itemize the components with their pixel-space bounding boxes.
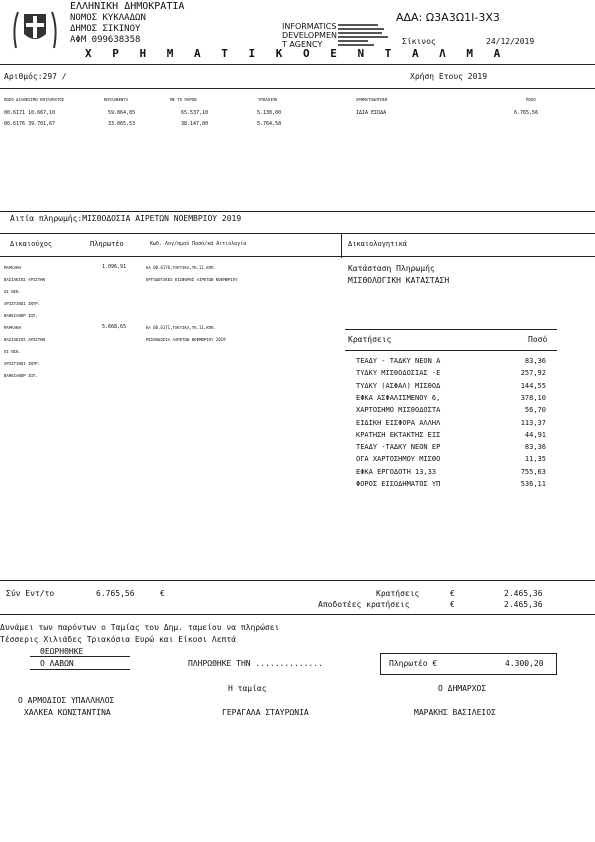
document-date: 24/12/2019 [486,37,535,46]
receiver-label: Ο ΛΑΒΩΝ [40,659,74,668]
entry-account: ΚΑ 00.6171,ΤΑΚΤΙΚΑ,ΤΚ,11,ΚΠΠ. [146,325,216,330]
deduction-label: ΤΕΑΔΥ - ΤΑΔΚΥ ΝΕΟΝ Α [356,357,441,365]
ada-code: ΑΔΑ: Ω3Α3Ω1Ι-3Χ3 [396,11,500,24]
document-title: Χ Ρ Η Μ Α Τ Ι Κ Ο Ε Ν Τ Α Λ Μ Α [85,47,508,60]
treasurer-title: Η ταμίας [228,684,267,693]
table-cell: 65.537,10 [181,110,209,116]
euro-sign: € [450,589,455,598]
deduction-amount: 83,36 [524,357,546,365]
deduction-label: ΤΕΑΔΥ -ΤΑΔΚΥ ΝΕΟΝ ΕΡ [356,443,441,452]
greek-emblem-icon [10,4,60,52]
total-value: 6.765,56 [96,589,135,598]
deduction-label: ΦΟΡΟΣ ΕΙΣΟΔΗΜΑΤΟΣ ΥΠ [356,480,441,488]
table-cell: 59.864,05 [108,110,136,116]
deduction-label: ΤΥΔΚΥ (ΑΣΦΑΛ) ΜΙΣΘΟΔ [356,381,441,390]
documents-column-header: Δικαιολογητικά [348,240,408,248]
document-item: Κατάσταση Πληρωμής [348,264,435,273]
deductions-total-label: Κρατήσεις [376,589,420,598]
table-cell: 33.065,53 [108,121,136,127]
column-header: ΕΝΤΑΛΘΕΝΤΑ [104,97,129,102]
entry-description: ΜΙΣΘΟΔΟΣΙΑ ΑΙΡΕΤΩΝ ΝΟΕΜΒΡΙΟΥ 2019 [146,337,226,342]
mandate-number: Αριθμός:297 / [4,72,67,81]
place-label: Σίκινος [402,37,436,46]
amount-in-words: Τέσσερις Χιλιάδες Τριακόσια Ευρώ και Είκοσι Λεπτά [0,635,237,644]
entry-amount: 5.668,65 [102,324,127,330]
fiscal-year: Χρήση Ετους 2019 [410,72,488,81]
deduction-label: ΕΦΚΑ ΕΡΓΟΔΟΤΗ 13,33 [356,467,437,476]
entry-account: ΚΑ 00.6176,ΤΑΚΤΙΚΑ,ΤΚ,11,ΚΠΠ. [146,265,216,270]
deduction-label: ΧΑΡΤΟΣΗΜΟ ΜΙΣΘΟΔΟΣΤΑ [356,406,441,415]
payable-column-header: Πληρωτέο [90,240,124,248]
deduction-amount: 113,37 [520,418,546,427]
payment-cause: Αιτία πληρωμής:ΜΙΣΘΟΔΟΣΙΑ ΑΙΡΕΤΩΝ ΝΟΕΜΒΡΙΟΥ 2019 [10,214,242,223]
payable-value: 4.300,20 [505,659,544,668]
software-logo: INFORMATICS DEVELOPMEN T AGENCY [282,22,337,49]
total-label: Σύν Εντ/το [6,589,55,598]
deduction-amount: 44,91 [524,430,546,439]
euro-sign: € [450,600,455,609]
beneficiary-name: ΒΑΣΙΛΕΙΟΣ ΑΡΙΣΤΗΝ [4,277,45,282]
table-cell: 6.765,56 [514,110,539,116]
table-cell: 00.6176 39.701,67 [4,121,56,127]
deduction-amount: 144,55 [520,381,546,390]
payable-label: Πληρωτέο € [389,659,438,668]
deductions-header: Κρατήσεις [348,335,392,344]
table-cell: 5.130,00 [257,110,282,116]
deduction-label: ΕΙΔΙΚΗ ΕΙΣΦΟΡΑ ΑΛΛΗΛ [356,418,441,427]
deduction-label: ΚΡΑΤΗΣΗ ΕΚΤΑΚΤΗΣ ΕΙΣ [356,430,441,439]
table-cell: 38.147,00 [181,121,209,127]
mayor-name: ΜΑΡΑΚΗΣ ΒΑΣΙΛΕΙΟΣ [414,708,496,717]
deduction-amount: 378,10 [520,393,546,402]
beneficiary-name: ΒΑΘΕΙΑΝΟΡ ΙΩΤ. [4,313,38,318]
deduction-amount: 11,35 [524,455,546,464]
deduction-amount: 536,11 [520,480,546,488]
table-cell: 00.6171 10.667,10 [4,110,56,116]
officer-name: ΧΑΛΚΕΑ ΚΩΝΣΤΑΝΤΙΝΑ [24,708,111,717]
beneficiary-name: ΜΑΡΚΑΚΗ [4,325,21,330]
country-name: ΕΛΛΗΝΙΚΗ ΔΗΜΟΚΡΑΤΙΑ [70,1,185,12]
entry-description: ΕΡΓΟΔΟΤΙΚΕΣ ΕΙΣΦΟΡΕΣ ΑΙΡΕΤΩΝ ΝΟΕΜΒΡΙΟΥ [146,277,238,282]
table-cell: ΙΔΙΑ ΕΣΟΔΑ [356,110,387,116]
beneficiary-name: ΟΙ ΝΙΚ. [4,349,21,354]
entry-amount: 1.096,91 [102,264,127,270]
prefecture: ΝΟΜΟΣ ΚΥΚΛΑΔΩΝ [70,13,146,23]
paid-date-label: ΠΛΗΡΩΘΗΚΕ ΤΗΝ .............. [188,659,323,668]
column-header: ΧΡΗΜΑΤΟΔΟΤΗΣΗ [356,97,388,102]
beneficiary-name: ΜΑΡΚΑΚΗ [4,265,21,270]
beneficiary-name: ΒΑΣΙΛΕΙΟΣ ΑΡΙΣΤΗΝ [4,337,45,342]
payment-instruction: Δυνάμει των παρόντων ο Ταμίας του Δημ. ταμείου να πληρώσει [0,623,280,632]
column-header: ΜΕ ΤΟ ΠΑΡΟΝ [170,97,197,102]
deduction-label: ΟΓΑ ΧΑΡΤΟΣΗΜΟΥ ΜΙΣΘΟ [356,455,441,464]
mayor-title: Ο ΔΗΜΑΡΧΟΣ [438,684,487,693]
returned-deductions-label: Αποδοτέες κρατήσεις [318,600,410,609]
column-header: ΠΟΣΟ [526,97,536,102]
deduction-label: ΕΦΚΑ ΑΣΦΑΛΙΣΜΕΝΟΥ 6, [356,393,441,402]
beneficiary-column-header: Δικαιούχος [10,240,53,248]
beneficiary-name: ΧΡΙΣΤΙΝΟΙ ΙΝΤΡ. [4,361,41,366]
deduction-amount: 257,92 [520,369,546,378]
officer-title: Ο ΑΡΜΟΔΙΟΣ ΥΠΑΛΛΗΛΟΣ [18,696,115,705]
deduction-amount: 83,36 [524,443,546,452]
afm-number: ΑΦΜ 099638358 [70,35,141,45]
beneficiary-name: ΟΙ ΝΙΚ. [4,289,21,294]
treasurer-name: ΓΕΡΑΓΑΛΑ ΣΤΑΥΡΩΝΙΑ [222,708,309,717]
certified-label: ΘΕΩΡΗΘΗΚΕ [40,647,84,656]
column-header: ΠΟΣΟ ΔΙΑΘΕΣΙΜΟ ΕΝΤΑΛΜΑΤΟΣ [4,97,65,102]
software-logo-mark [338,22,390,52]
payable-box [380,653,557,675]
returned-deductions-value: 2.465,36 [504,600,543,609]
document-item: ΜΙΣΘΟΛΟΓΙΚΗ ΚΑΤΑΣΤΑΣΗ [348,276,450,285]
code-column-header: Κωδ. Λογ/σμού Ποσό/κά Αιτιολογία [150,241,247,247]
deductions-total-value: 2.465,36 [504,589,543,598]
deduction-amount: 755,63 [520,467,546,476]
beneficiary-name: ΧΡΙΣΤΙΝΟΙ ΙΝΤΡ. [4,301,41,306]
municipality: ΔΗΜΟΣ ΣΙΚΙΝΟΥ [70,24,141,34]
deductions-amount-header: Ποσό [528,335,548,344]
table-cell: 5.764,58 [257,121,282,127]
deduction-label: ΤΥΔΚΥ ΜΙΣΘΟΔΟΣΙΑΣ -Ε [356,369,441,378]
euro-sign: € [160,589,165,598]
beneficiary-name: ΒΑΘΕΙΑΝΟΡ ΙΩΤ. [4,373,38,378]
column-header: ΥΠΟΛΟΙΠΟ [258,97,278,102]
deduction-amount: 56,70 [524,406,546,415]
